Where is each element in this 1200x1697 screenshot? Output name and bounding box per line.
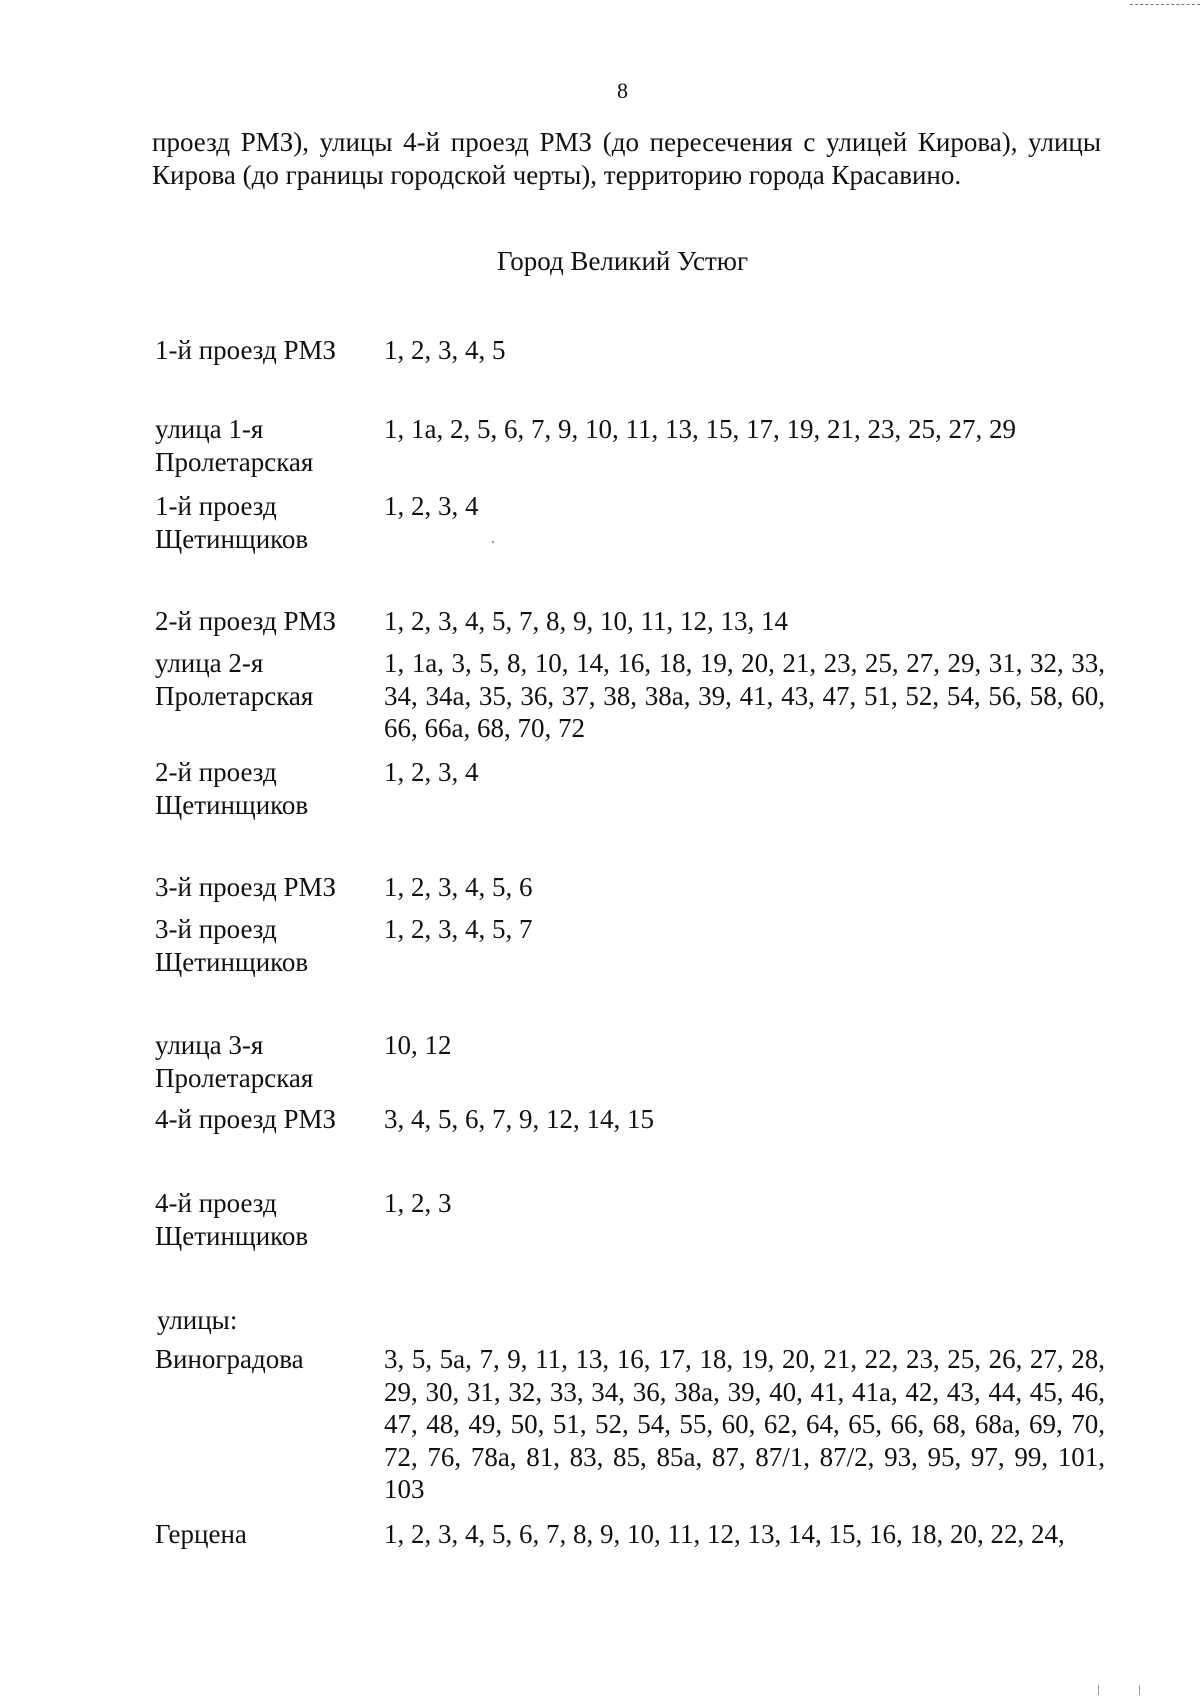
house-numbers: 1, 2, 3, 4, 5, 6, 7, 8, 9, 10, 11, 12, 13, 14, 15, 16, 18, 20, 22, 24, [384, 1519, 1065, 1549]
streets-label: улицы: [157, 1305, 238, 1335]
street-name: 4-й проезд РМЗ [155, 1104, 336, 1134]
house-numbers: 1, 2, 3, 4, 5, 7, 8, 9, 10, 11, 12, 13, 14 [384, 606, 788, 636]
street-name: Герцена [155, 1519, 247, 1549]
street-name: Виноградова [155, 1344, 304, 1374]
scan-edge-mark [1130, 0, 1200, 5]
street-name: 4-й проезд Щетинщиков [155, 1188, 309, 1251]
street-name: 2-й проезд Щетинщиков [155, 757, 309, 820]
house-numbers: 1, 2, 3, 4, 5 [384, 335, 506, 365]
house-numbers: 3, 5, 5а, 7, 9, 11, 13, 16, 17, 18, 19, 20, 21, 22, 23, 25, 26, 27, 28, 29, 30, 31, 32, 33, 34, 36, 38а, 39, 40, 41, 41а, 42, 43, 44, 45, 46, 47, 48, 49, 50, 51, 52, 54, 55, 60, 62, 64, 65, 66, 68, 68а, 69, 70, 72, 76, 78а, 81, 83, 85, 85а, 87, 87/1, 87/2, 93, 95, 97, 99, 101, 103 [384, 1344, 1105, 1504]
house-numbers: 1, 1а, 3, 5, 8, 10, 14, 16, 18, 19, 20, 21, 23, 25, 27, 29, 31, 32, 33, 34, 34а, 35, 36, 37, 38, 38а, 39, 41, 43, 47, 51, 52, 54, 56, 58, 60, 66, 66а, 68, 70, 72 [384, 648, 1105, 743]
scan-speck [492, 541, 494, 543]
street-name: 3-й проезд РМЗ [155, 872, 336, 902]
house-numbers: 3, 4, 5, 6, 7, 9, 12, 14, 15 [384, 1104, 654, 1134]
street-name: 1-й проезд РМЗ [155, 335, 336, 365]
house-numbers: 1, 2, 3, 4 [384, 757, 479, 787]
city-heading: Город Великий Устюг [496, 246, 749, 276]
house-numbers: 10, 12 [384, 1030, 452, 1060]
house-numbers: 1, 2, 3 [384, 1188, 452, 1218]
street-name: улица 1-я Пролетарская [155, 414, 314, 477]
intro-paragraph [152, 126, 1101, 192]
house-numbers: 1, 2, 3, 4 [384, 491, 479, 521]
street-name: 1-й проезд Щетинщиков [155, 491, 309, 554]
intro-text: проезд РМЗ), улицы 4-й проезд РМЗ (до пересечения с улицей Кирова), улицы Кирова (до границы городской черты), территорию города Красавино. [152, 127, 1101, 190]
street-name: 2-й проезд РМЗ [155, 606, 336, 636]
street-name: улица 3-я Пролетарская [155, 1030, 314, 1093]
page-number: 8 [617, 78, 628, 103]
house-numbers: 1, 2, 3, 4, 5, 6 [384, 872, 533, 902]
street-name: улица 2-я Пролетарская [155, 648, 314, 711]
street-name: 3-й проезд Щетинщиков [155, 914, 309, 977]
house-numbers: 1, 2, 3, 4, 5, 7 [384, 914, 533, 944]
house-numbers: 1, 1а, 2, 5, 6, 7, 9, 10, 11, 13, 15, 17, 19, 21, 23, 25, 27, 29 [384, 414, 1016, 444]
scan-edge-mark [1098, 1685, 1140, 1695]
